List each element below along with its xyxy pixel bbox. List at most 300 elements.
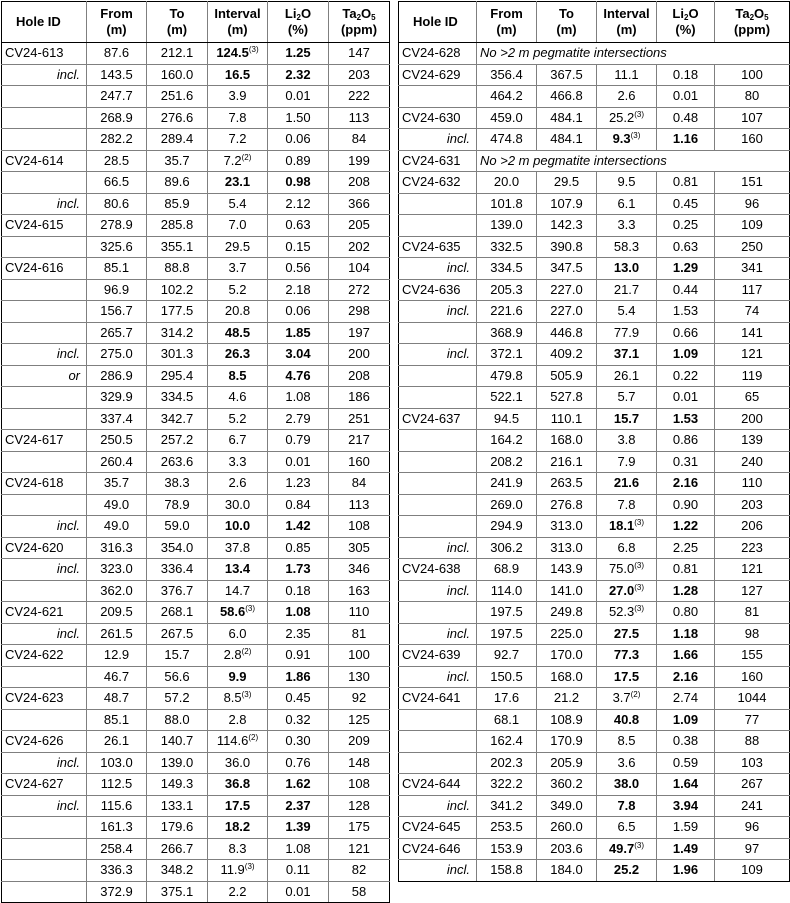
interval-value: 8.3: [228, 840, 247, 856]
from-cell: 253.5: [477, 817, 537, 839]
interval-cell: [208, 86, 268, 108]
ta2o5-cell: 110: [715, 473, 790, 495]
ta2o5-cell: 96: [715, 193, 790, 215]
table-row: [2, 150, 390, 172]
interval-value: 26.1: [613, 367, 640, 383]
ta2o5-cell: 58: [329, 881, 390, 903]
footnote-marker: (3): [634, 518, 645, 528]
to-cell: 139.0: [147, 752, 208, 774]
interval-cell: [208, 387, 268, 409]
interval-value: 58.6: [219, 604, 246, 620]
footnote-marker: (2): [241, 647, 252, 657]
li2o-cell: 1.25: [268, 43, 329, 65]
note-cell: No >2 m pegmatite intersections: [477, 43, 790, 65]
table-row: [2, 344, 390, 366]
from-cell: 35.7: [87, 473, 147, 495]
interval-cell: [597, 473, 657, 495]
interval-cell: [597, 279, 657, 301]
ta2o5-cell: 77: [715, 709, 790, 731]
ta2o5-cell: 160: [329, 451, 390, 473]
hole-id-cell: CV24-639: [399, 645, 477, 667]
table-row: [399, 559, 790, 581]
hole-id-cell: CV24-620: [2, 537, 87, 559]
right-table-body: [399, 43, 790, 882]
ta2o5-cell: 84: [329, 129, 390, 151]
interval-value: 3.6: [617, 754, 636, 770]
to-cell: 268.1: [147, 602, 208, 624]
table-row: [2, 215, 390, 237]
li2o-cell: 0.06: [268, 301, 329, 323]
interval-value: 15.7: [613, 410, 640, 426]
to-cell: 348.2: [147, 860, 208, 882]
ta2o5-cell: 88: [715, 731, 790, 753]
ta2o5-cell: 82: [329, 860, 390, 882]
from-cell: 325.6: [87, 236, 147, 258]
interval-cell: [597, 344, 657, 366]
li2o-cell: 3.04: [268, 344, 329, 366]
to-cell: 89.6: [147, 172, 208, 194]
from-cell: 80.6: [87, 193, 147, 215]
to-cell: 505.9: [537, 365, 597, 387]
interval-cell: [597, 408, 657, 430]
hole-id-cell: [2, 322, 87, 344]
note-cell: No >2 m pegmatite intersections: [477, 150, 790, 172]
interval-cell: [597, 430, 657, 452]
hole-id-cell: [399, 516, 477, 538]
to-cell: 110.1: [537, 408, 597, 430]
to-cell: 108.9: [537, 709, 597, 731]
to-cell: 29.5: [537, 172, 597, 194]
from-cell: 269.0: [477, 494, 537, 516]
table-row: [399, 365, 790, 387]
ta2o5-cell: 100: [329, 645, 390, 667]
interval-value: 4.6: [228, 389, 247, 405]
li2o-cell: 0.76: [268, 752, 329, 774]
hole-id-cell: [2, 129, 87, 151]
interval-value: 6.5: [617, 819, 636, 835]
interval-value: 14.7: [224, 582, 251, 598]
li2o-cell: 0.63: [268, 215, 329, 237]
ta2o5-cell: 1044: [715, 688, 790, 710]
hole-id-cell: incl.: [399, 623, 477, 645]
li2o-cell: 0.01: [657, 86, 715, 108]
hole-id-cell: CV24-630: [399, 107, 477, 129]
interval-cell: [597, 645, 657, 667]
interval-value: 17.5: [224, 797, 251, 813]
table-row: [399, 817, 790, 839]
ta2o5-cell: 341: [715, 258, 790, 280]
to-cell: 390.8: [537, 236, 597, 258]
to-cell: 56.6: [147, 666, 208, 688]
li2o-cell: 0.45: [268, 688, 329, 710]
to-cell: 295.4: [147, 365, 208, 387]
hole-id-cell: incl.: [2, 344, 87, 366]
table-row: [2, 322, 390, 344]
li2o-cell: 0.32: [268, 709, 329, 731]
interval-value: 77.3: [613, 647, 640, 663]
to-cell: 143.9: [537, 559, 597, 581]
hole-id-cell: incl.: [2, 516, 87, 538]
hole-id-cell: [399, 193, 477, 215]
from-cell: 316.3: [87, 537, 147, 559]
hole-id-cell: incl.: [399, 129, 477, 151]
to-cell: 313.0: [537, 537, 597, 559]
interval-cell: [597, 451, 657, 473]
hole-id-cell: CV24-618: [2, 473, 87, 495]
table-row: [2, 64, 390, 86]
li2o-cell: 4.76: [268, 365, 329, 387]
table-row: [399, 193, 790, 215]
interval-value: 21.6: [613, 475, 640, 491]
li2o-cell: 1.42: [268, 516, 329, 538]
from-cell: 12.9: [87, 645, 147, 667]
ta2o5-cell: 130: [329, 666, 390, 688]
table-row: [399, 838, 790, 860]
header-li2o: $Li_2O$ (%): [268, 2, 329, 43]
interval-value: 6.1: [617, 195, 636, 211]
interval-value: 6.0: [228, 625, 247, 641]
interval-value: 8.5: [223, 690, 242, 706]
to-cell: 177.5: [147, 301, 208, 323]
interval-value: 21.7: [613, 281, 640, 297]
from-cell: 101.8: [477, 193, 537, 215]
table-row: [399, 301, 790, 323]
li2o-cell: 1.08: [268, 602, 329, 624]
interval-value: 26.3: [224, 346, 251, 362]
to-cell: 88.8: [147, 258, 208, 280]
to-cell: 140.7: [147, 731, 208, 753]
hole-id-cell: incl.: [2, 193, 87, 215]
ta2o5-cell: 121: [715, 559, 790, 581]
hole-id-cell: CV24-617: [2, 430, 87, 452]
table-row: [399, 666, 790, 688]
interval-cell: [208, 279, 268, 301]
hole-id-cell: CV24-632: [399, 172, 477, 194]
interval-cell: [597, 193, 657, 215]
to-cell: 342.7: [147, 408, 208, 430]
li2o-cell: 1.29: [657, 258, 715, 280]
hole-id-cell: incl.: [399, 258, 477, 280]
ta2o5-cell: 128: [329, 795, 390, 817]
interval-cell: [208, 236, 268, 258]
to-cell: 85.9: [147, 193, 208, 215]
to-cell: 168.0: [537, 666, 597, 688]
hole-id-cell: incl.: [399, 580, 477, 602]
table-row: [2, 731, 390, 753]
ta2o5-cell: 205: [329, 215, 390, 237]
li2o-cell: 1.50: [268, 107, 329, 129]
li2o-cell: 1.09: [657, 344, 715, 366]
to-cell: 347.5: [537, 258, 597, 280]
table-row: [399, 322, 790, 344]
li2o-cell: 1.22: [657, 516, 715, 538]
table-row: [2, 516, 390, 538]
footnote-marker: (3): [248, 45, 259, 55]
interval-value: 18.2: [224, 819, 251, 835]
interval-value: 5.4: [617, 303, 636, 319]
to-cell: 276.8: [537, 494, 597, 516]
to-cell: 289.4: [147, 129, 208, 151]
to-cell: 170.0: [537, 645, 597, 667]
hole-id-cell: CV24-615: [2, 215, 87, 237]
li2o-cell: 0.01: [268, 451, 329, 473]
interval-value: 77.9: [613, 324, 640, 340]
from-cell: 474.8: [477, 129, 537, 151]
li2o-cell: 0.11: [268, 860, 329, 882]
li2o-cell: 1.96: [657, 860, 715, 882]
from-cell: 96.9: [87, 279, 147, 301]
interval-value: 37.1: [613, 346, 640, 362]
interval-value: 49.7: [608, 840, 635, 856]
interval-value: 38.0: [613, 776, 640, 792]
to-cell: 349.0: [537, 795, 597, 817]
to-cell: 15.7: [147, 645, 208, 667]
hole-id-cell: incl.: [2, 559, 87, 581]
ta2o5-cell: 113: [329, 107, 390, 129]
from-cell: 268.9: [87, 107, 147, 129]
ta2o5-cell: 96: [715, 817, 790, 839]
table-row: [399, 795, 790, 817]
li2o-cell: 0.85: [268, 537, 329, 559]
interval-cell: [208, 408, 268, 430]
ta2o5-cell: 217: [329, 430, 390, 452]
interval-cell: [208, 731, 268, 753]
interval-cell: [597, 860, 657, 882]
interval-value: 23.1: [224, 174, 251, 190]
interval-value: 30.0: [224, 496, 251, 512]
to-cell: 266.7: [147, 838, 208, 860]
from-cell: 28.5: [87, 150, 147, 172]
li2o-cell: 0.81: [657, 559, 715, 581]
to-cell: 251.6: [147, 86, 208, 108]
hole-id-cell: CV24-613: [2, 43, 87, 65]
interval-value: 3.3: [228, 453, 247, 469]
header-li2o: $Li_2O$ (%): [657, 2, 715, 43]
interval-value: 9.9: [228, 668, 247, 684]
to-cell: 216.1: [537, 451, 597, 473]
ta2o5-cell: 240: [715, 451, 790, 473]
interval-value: 7.8: [228, 109, 247, 125]
ta2o5-cell: 199: [329, 150, 390, 172]
ta2o5-cell: 208: [329, 365, 390, 387]
ta2o5-cell: 175: [329, 817, 390, 839]
to-cell: 263.6: [147, 451, 208, 473]
interval-value: 11.1: [614, 66, 639, 82]
ta2o5-cell: 346: [329, 559, 390, 581]
header-row: [399, 2, 790, 43]
ta2o5-cell: 206: [715, 516, 790, 538]
hole-id-cell: [399, 731, 477, 753]
hole-id-cell: [2, 580, 87, 602]
table-row: [399, 709, 790, 731]
interval-value: 3.7: [612, 690, 631, 706]
assay-table-right: [398, 1, 790, 882]
to-cell: 107.9: [537, 193, 597, 215]
from-cell: 322.2: [477, 774, 537, 796]
to-cell: 225.0: [537, 623, 597, 645]
hole-id-cell: [2, 666, 87, 688]
interval-cell: [597, 559, 657, 581]
interval-cell: [208, 150, 268, 172]
table-row: [2, 494, 390, 516]
to-cell: 367.5: [537, 64, 597, 86]
to-cell: 141.0: [537, 580, 597, 602]
from-cell: 46.7: [87, 666, 147, 688]
interval-cell: [597, 602, 657, 624]
ta2o5-cell: 108: [329, 516, 390, 538]
from-cell: 150.5: [477, 666, 537, 688]
interval-cell: [597, 580, 657, 602]
table-row: [399, 516, 790, 538]
ta2o5-cell: 163: [329, 580, 390, 602]
interval-value: 3.9: [228, 88, 247, 104]
table-row: [399, 279, 790, 301]
li2o-cell: 0.56: [268, 258, 329, 280]
table-row: [2, 817, 390, 839]
hole-id-cell: incl.: [399, 666, 477, 688]
from-cell: 479.8: [477, 365, 537, 387]
ta2o5-cell: 109: [715, 860, 790, 882]
to-cell: 263.5: [537, 473, 597, 495]
hole-id-cell: [2, 860, 87, 882]
to-cell: 203.6: [537, 838, 597, 860]
interval-value: 48.5: [224, 324, 251, 340]
li2o-cell: 1.85: [268, 322, 329, 344]
li2o-cell: 0.06: [268, 129, 329, 151]
table-row: [2, 129, 390, 151]
interval-value: 27.0: [608, 582, 635, 598]
table-row: [399, 236, 790, 258]
footnote-marker: (3): [634, 582, 645, 592]
ta2o5-cell: 267: [715, 774, 790, 796]
li2o-cell: 0.18: [657, 64, 715, 86]
interval-value: 13.0: [613, 260, 640, 276]
interval-value: 7.2: [228, 131, 247, 147]
interval-cell: [597, 666, 657, 688]
from-cell: 68.9: [477, 559, 537, 581]
from-cell: 372.1: [477, 344, 537, 366]
ta2o5-cell: 80: [715, 86, 790, 108]
interval-value: 6.8: [617, 539, 636, 555]
li2o-cell: 2.79: [268, 408, 329, 430]
interval-value: 2.8: [228, 711, 247, 727]
li2o-cell: 0.18: [268, 580, 329, 602]
table-row: [399, 537, 790, 559]
table-row: [2, 86, 390, 108]
from-cell: 197.5: [477, 623, 537, 645]
ta2o5-cell: 160: [715, 666, 790, 688]
li2o-cell: 1.08: [268, 838, 329, 860]
from-cell: 161.3: [87, 817, 147, 839]
hole-id-cell: [2, 387, 87, 409]
hole-id-cell: [2, 838, 87, 860]
ta2o5-cell: 141: [715, 322, 790, 344]
interval-cell: [208, 709, 268, 731]
interval-value: 3.8: [617, 432, 636, 448]
interval-cell: [597, 623, 657, 645]
hole-id-cell: [399, 473, 477, 495]
table-row: [2, 193, 390, 215]
ta2o5-cell: 151: [715, 172, 790, 194]
from-cell: 522.1: [477, 387, 537, 409]
from-cell: 153.9: [477, 838, 537, 860]
interval-cell: [208, 666, 268, 688]
interval-cell: [208, 107, 268, 129]
from-cell: 17.6: [477, 688, 537, 710]
header-interval: Interval (m): [597, 2, 657, 43]
table-row: [399, 150, 790, 172]
interval-cell: [597, 516, 657, 538]
ta2o5-cell: 103: [715, 752, 790, 774]
to-cell: 276.6: [147, 107, 208, 129]
interval-cell: [208, 365, 268, 387]
hole-id-cell: incl.: [399, 860, 477, 882]
from-cell: 158.8: [477, 860, 537, 882]
interval-cell: [597, 537, 657, 559]
li2o-cell: 0.25: [657, 215, 715, 237]
to-cell: 160.0: [147, 64, 208, 86]
footnote-marker: (2): [630, 690, 641, 700]
interval-value: 10.0: [224, 518, 251, 534]
li2o-cell: 2.35: [268, 623, 329, 645]
to-cell: 376.7: [147, 580, 208, 602]
ta2o5-cell: 241: [715, 795, 790, 817]
interval-value: 114.6: [216, 733, 249, 749]
ta2o5-cell: 155: [715, 645, 790, 667]
table-row: [2, 881, 390, 903]
hole-id-cell: [2, 494, 87, 516]
ta2o5-cell: 209: [329, 731, 390, 753]
interval-value: 2.8: [223, 647, 242, 663]
from-cell: 208.2: [477, 451, 537, 473]
footnote-marker: (2): [248, 733, 259, 743]
ta2o5-cell: 200: [329, 344, 390, 366]
li2o-cell: 1.39: [268, 817, 329, 839]
to-cell: 78.9: [147, 494, 208, 516]
ta2o5-cell: 74: [715, 301, 790, 323]
interval-cell: [208, 688, 268, 710]
from-cell: 202.3: [477, 752, 537, 774]
interval-cell: [208, 451, 268, 473]
table-row: [399, 129, 790, 151]
ta2o5-cell: 97: [715, 838, 790, 860]
interval-cell: [208, 860, 268, 882]
ta2o5-cell: 108: [329, 774, 390, 796]
hole-id-cell: [399, 494, 477, 516]
table-row: [399, 451, 790, 473]
to-cell: 57.2: [147, 688, 208, 710]
from-cell: 250.5: [87, 430, 147, 452]
from-cell: 459.0: [477, 107, 537, 129]
ta2o5-cell: 366: [329, 193, 390, 215]
hole-id-cell: incl.: [2, 752, 87, 774]
ta2o5-cell: 147: [329, 43, 390, 65]
li2o-cell: 0.44: [657, 279, 715, 301]
interval-cell: [597, 301, 657, 323]
hole-id-cell: [399, 387, 477, 409]
interval-cell: [208, 258, 268, 280]
table-row: [2, 752, 390, 774]
table-row: [2, 365, 390, 387]
interval-cell: [597, 236, 657, 258]
from-cell: 368.9: [477, 322, 537, 344]
interval-cell: [208, 881, 268, 903]
to-cell: 360.2: [537, 774, 597, 796]
to-cell: 336.4: [147, 559, 208, 581]
li2o-cell: 1.49: [657, 838, 715, 860]
from-cell: 92.7: [477, 645, 537, 667]
interval-cell: [208, 559, 268, 581]
